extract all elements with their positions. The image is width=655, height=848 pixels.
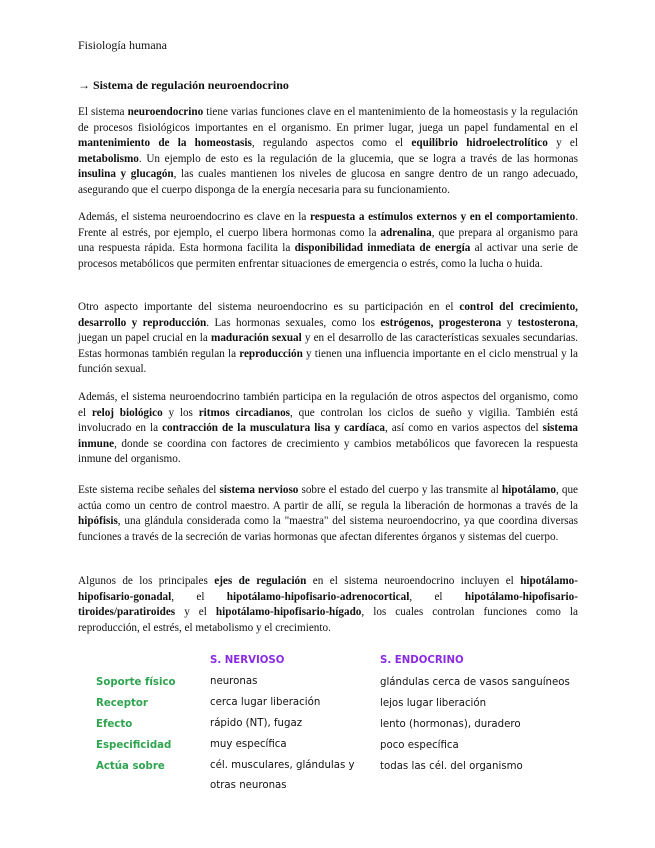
text-run: tiene varias funciones clave en el mantenimiento de la homeostasis y la regulación de procesos fisiológicos importantes en el organismo. En primer lugar, juega un papel fundamental en el xyxy=(78,106,579,134)
text-run: . Las hormonas sexuales, como los xyxy=(206,316,381,329)
text-run: , que controlan los ciclos de sueño y vigilia. También está involucrado en la xyxy=(78,406,578,434)
bold-term: insulina y glucagón xyxy=(78,168,174,180)
text-run: . Frente al estrés, por ejemplo, el cuerpo libera hormonas como la xyxy=(78,211,578,239)
row-label-efecto: Efecto xyxy=(96,719,133,730)
text-run: Además, el sistema neuroendocrino también participa en la regulación de otros aspectos del organismo, como el xyxy=(78,391,578,419)
bold-term: respuesta a estímulos externos y en el comportamiento xyxy=(310,211,576,223)
bold-term: hipófisis xyxy=(78,515,118,527)
text-run: , que actúa como un centro de control maestro. A partir de allí, se regula la liberación de hormonas a través de la xyxy=(78,484,579,512)
cell-endocrino-actua: todas las cél. del organismo xyxy=(380,761,523,772)
cell-nervioso-efecto: rápido (NT), fugaz xyxy=(210,718,303,729)
text-run: Este sistema recibe señales del xyxy=(78,484,220,496)
paragraph-growth-reproduction xyxy=(78,300,578,378)
cell-nervioso-soporte: neuronas xyxy=(210,676,258,687)
bold-term: metabolismo xyxy=(78,152,139,165)
row-label-especificidad: Especificidad xyxy=(96,740,172,751)
text-run: , una glándula considerada como la "maestra" del sistema neuroendocrino, ya que coordina diversas funciones a través de la secreción de varias hormonas que afectan diferentes órganos y sistemas del cuerpo. xyxy=(78,515,578,543)
cell-nervioso-receptor: cerca lugar liberación xyxy=(210,697,321,708)
bold-term: reproducción xyxy=(239,347,303,360)
paragraph-homeostasis xyxy=(78,105,578,198)
bold-term: disponibilidad inmediata de energía xyxy=(294,242,471,254)
bold-term: neuroendocrino xyxy=(127,106,204,118)
text-run: , que prepara al organismo para una respuesta rápida. Esta hormona facilita la xyxy=(78,226,578,254)
cell-nervioso-especificidad: muy específica xyxy=(210,739,287,750)
text-run: y en el desarrollo de las características sexuales secundarias. Estas hormonas también regulan la xyxy=(78,332,578,360)
bold-term: hipotálamo-hipofisario-adrenocortical xyxy=(226,590,410,603)
bold-term: maduración sexual xyxy=(211,332,302,344)
text-run: , donde se coordina con factores de crecimiento y cambios metabólicos que favorecen la respuesta inmune del organismo. xyxy=(78,437,578,465)
row-label-actua: Actúa sobre xyxy=(96,761,165,772)
text-run: en el sistema neuroendocrino incluyen el xyxy=(306,575,521,587)
text-run: Algunos de los principales xyxy=(78,575,215,587)
table-header-endocrino: S. ENDOCRINO xyxy=(380,655,464,666)
bold-term: hipotálamo-hipofisario-gonadal xyxy=(78,575,578,603)
text-run: El sistema xyxy=(78,106,128,118)
row-label-soporte: Soporte físico xyxy=(96,677,176,688)
paragraph-hypothalamus xyxy=(78,483,578,545)
cell-endocrino-efecto: lento (hormonas), duradero xyxy=(380,719,521,730)
bold-term: hipotálamo xyxy=(501,484,556,496)
bold-term: adrenalina xyxy=(380,226,432,239)
bold-term: ejes de regulación xyxy=(214,575,307,587)
text-run: , los cuales controlan funciones como la reproducción, el estrés, el metabolismo y el crecimiento. xyxy=(78,606,579,634)
text-run: , las cuales mantienen los niveles de glucosa en sangre dentro de un rango adecuado, asegurando que el cuerpo disponga de la energía necesaria para su funcionamiento. xyxy=(78,168,578,196)
text-run: Otro aspecto importante del sistema neuroendocrino es su participación en el xyxy=(78,301,460,313)
text-run: , regulando aspectos como el xyxy=(251,137,412,149)
cell-endocrino-especificidad: poco específica xyxy=(380,740,459,751)
text-run: y el xyxy=(175,606,216,618)
text-run: , así como en varios aspectos del xyxy=(385,422,543,434)
bold-term: hipotálamo-hipofisario-tiroides/paratiroides xyxy=(78,590,578,618)
text-run: y xyxy=(501,316,518,329)
bold-term: equilibrio hidroelectrolítico xyxy=(411,137,548,149)
paragraph-circadian-immune xyxy=(78,390,578,468)
text-run: y tienen una influencia importante en el ciclo menstrual y la función sexual. xyxy=(78,347,578,375)
bold-term: contracción de la musculatura lisa y cardíaca xyxy=(162,422,385,434)
row-label-receptor: Receptor xyxy=(96,698,148,709)
cell-endocrino-soporte: glándulas cerca de vasos sanguíneos xyxy=(380,677,570,688)
bold-term: hipotálamo-hipofisario-hígado xyxy=(215,606,362,618)
text-run: Además, el sistema neuroendocrino es clave en la xyxy=(78,211,311,223)
text-run: , el xyxy=(409,590,465,603)
text-run: sobre el estado del cuerpo y las transmite al xyxy=(298,484,502,496)
cell-endocrino-receptor: lejos lugar liberación xyxy=(380,698,487,709)
text-run: , el xyxy=(171,590,227,603)
cell-nervioso-actua: cél. musculares, glándulas y otras neuronas xyxy=(210,760,355,791)
text-run: . Un ejemplo de esto es la regulación de la glucemia, que se logra a través de las hormonas xyxy=(138,152,578,165)
bold-term: sistema nervioso xyxy=(219,484,299,496)
text-run: , juegan un papel crucial en la xyxy=(78,316,578,344)
bold-term: estrógenos, progesterona xyxy=(380,316,502,329)
bold-term: control del crecimiento, desarrollo y reproducción xyxy=(78,301,578,329)
table-header-nervioso: S. NERVIOSO xyxy=(210,655,285,666)
section-title: → Sistema de regulación neuroendocrino xyxy=(78,78,289,92)
text-run: y el xyxy=(547,137,579,149)
bold-term: sistema inmune xyxy=(78,422,579,450)
bold-term: mantenimiento de la homeostasis xyxy=(78,137,252,149)
bold-term: reloj biológico xyxy=(91,406,163,419)
document-header: Fisiología humana xyxy=(78,38,167,52)
text-run: al activar una serie de procesos metabólicos que permiten enfrentar situaciones de emergencia o estrés, como la lucha o huida. xyxy=(78,242,579,270)
bold-term: testosterona xyxy=(517,316,576,329)
text-run: y los xyxy=(162,406,199,419)
paragraph-regulation-axes xyxy=(78,574,578,636)
bold-term: ritmos circadianos xyxy=(198,406,291,419)
paragraph-stress-response xyxy=(78,210,578,272)
